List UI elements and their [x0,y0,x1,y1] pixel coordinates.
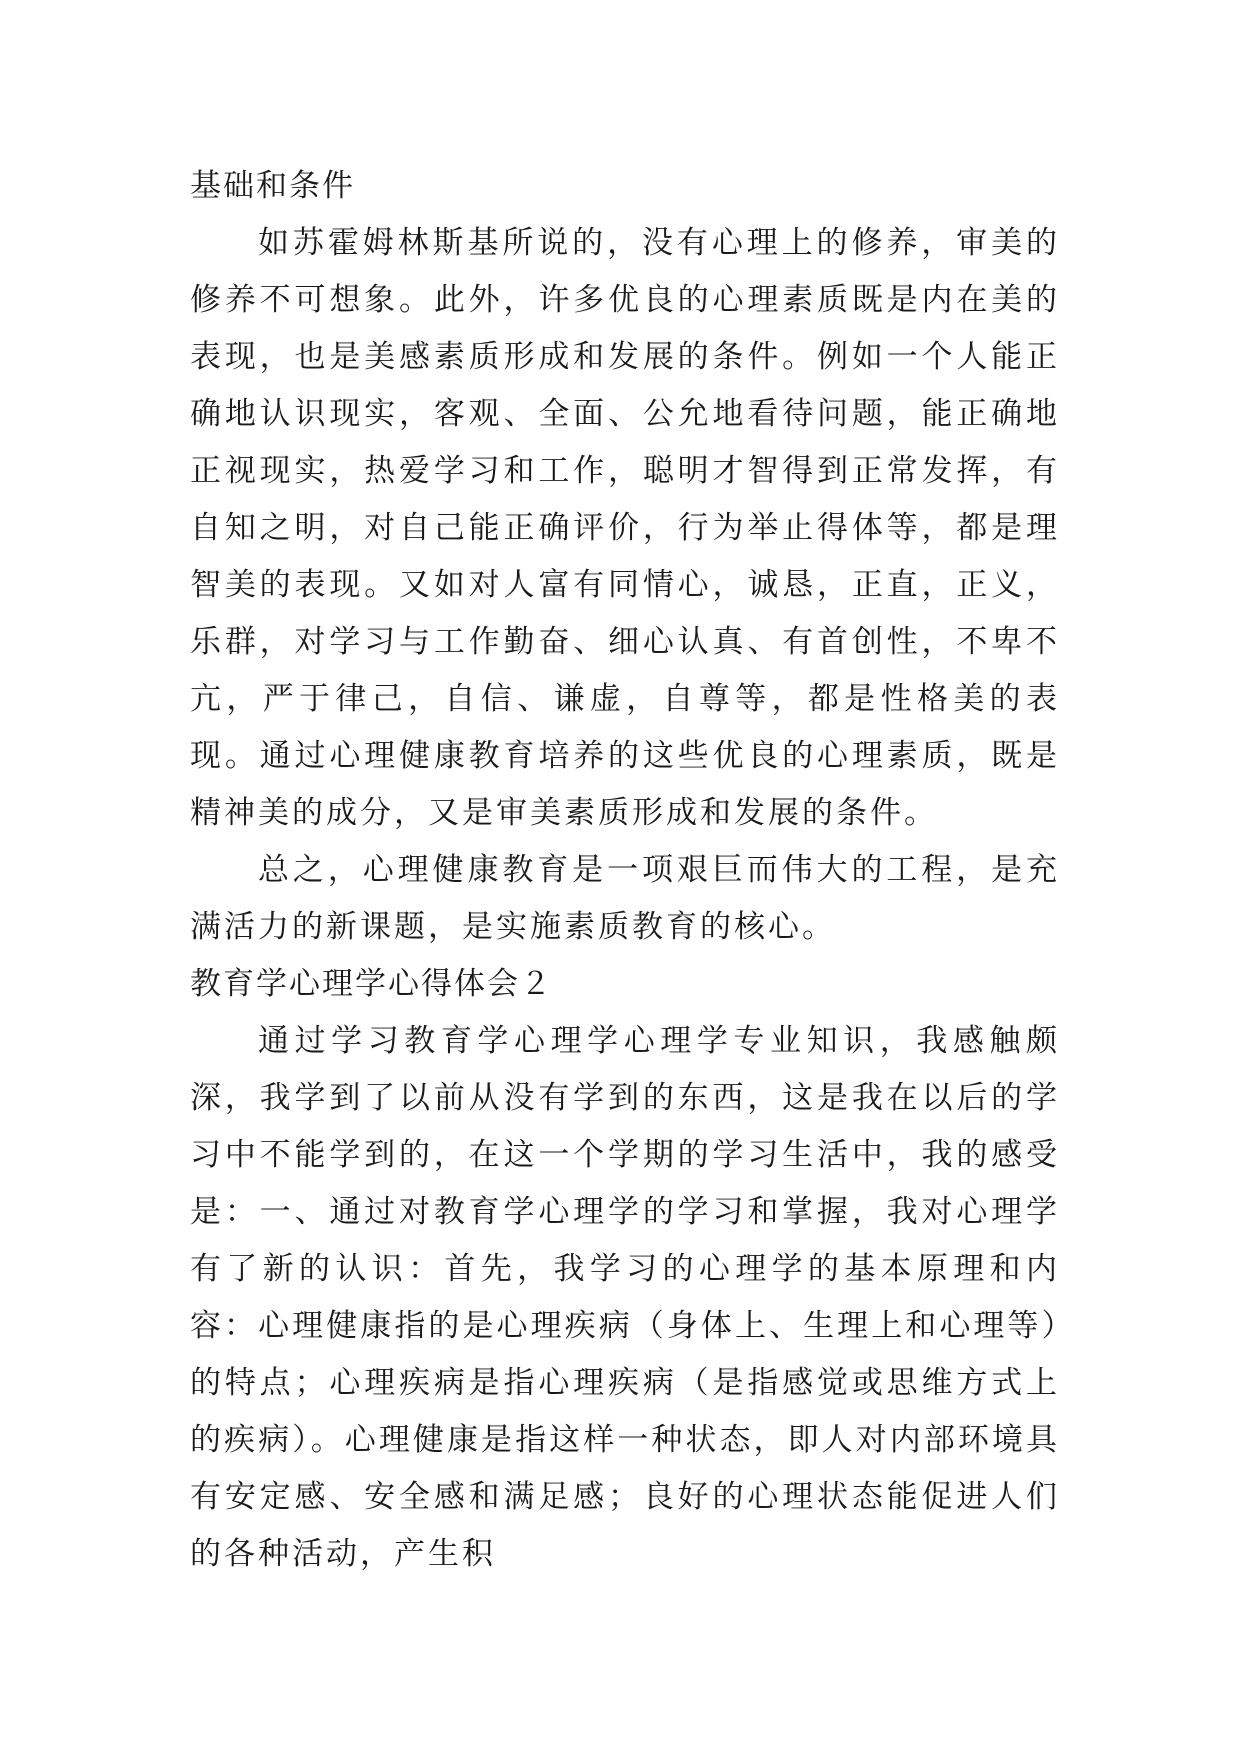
fragment-heading: 基础和条件 [190,168,355,204]
paragraph-learning-experience: 通过学习教育学心理学心理学专业知识，我感触颇深，我学到了以前从没有学到的东西，这是我在以后的学习中不能学到的，在这一个学期的学习生活中，我的感受是：一、通过对教育学心理学的学习和掌握，我对心理学有了新的认识：首先，我学习的心理学的基本原理和内容：心理健康指的是心理疾病（身体上、生理上和心理等）的特点；心理疾病是指心理疾病（是指感觉或思维方式上的疾病）。心理健康是指这样一种状态，即人对内部环境具有安定感、安全感和满足感；良好的心理状态能促进人们的各种活动，产生积 [190,1023,1060,1572]
document-body [190,158,1060,1583]
paragraph-conclusion: 总之，心理健康教育是一项艰巨而伟大的工程，是充满活力的新课题，是实施素质教育的核心。 [190,852,1060,945]
section-title: 教育学心理学心得体会２ [190,966,553,1002]
paragraph-aesthetic-qualities: 如苏霍姆林斯基所说的，没有心理上的修养，审美的修养不可想象。此外，许多优良的心理素质既是内在美的表现，也是美感素质形成和发展的条件。例如一个人能正确地认识现实，客观、全面、公允地看待问题，能正确地正视现实，热爱学习和工作，聪明才智得到正常发挥，有自知之明，对自己能正确评价，行为举止得体等，都是理智美的表现。又如对人富有同情心，诚恳，正直，正义，乐群，对学习与工作勤奋、细心认真、有首创性，不卑不亢，严于律己，自信、谦虚，自尊等，都是性格美的表现。通过心理健康教育培养的这些优良的心理素质，既是精神美的成分，又是审美素质形成和发展的条件。 [190,225,1060,831]
